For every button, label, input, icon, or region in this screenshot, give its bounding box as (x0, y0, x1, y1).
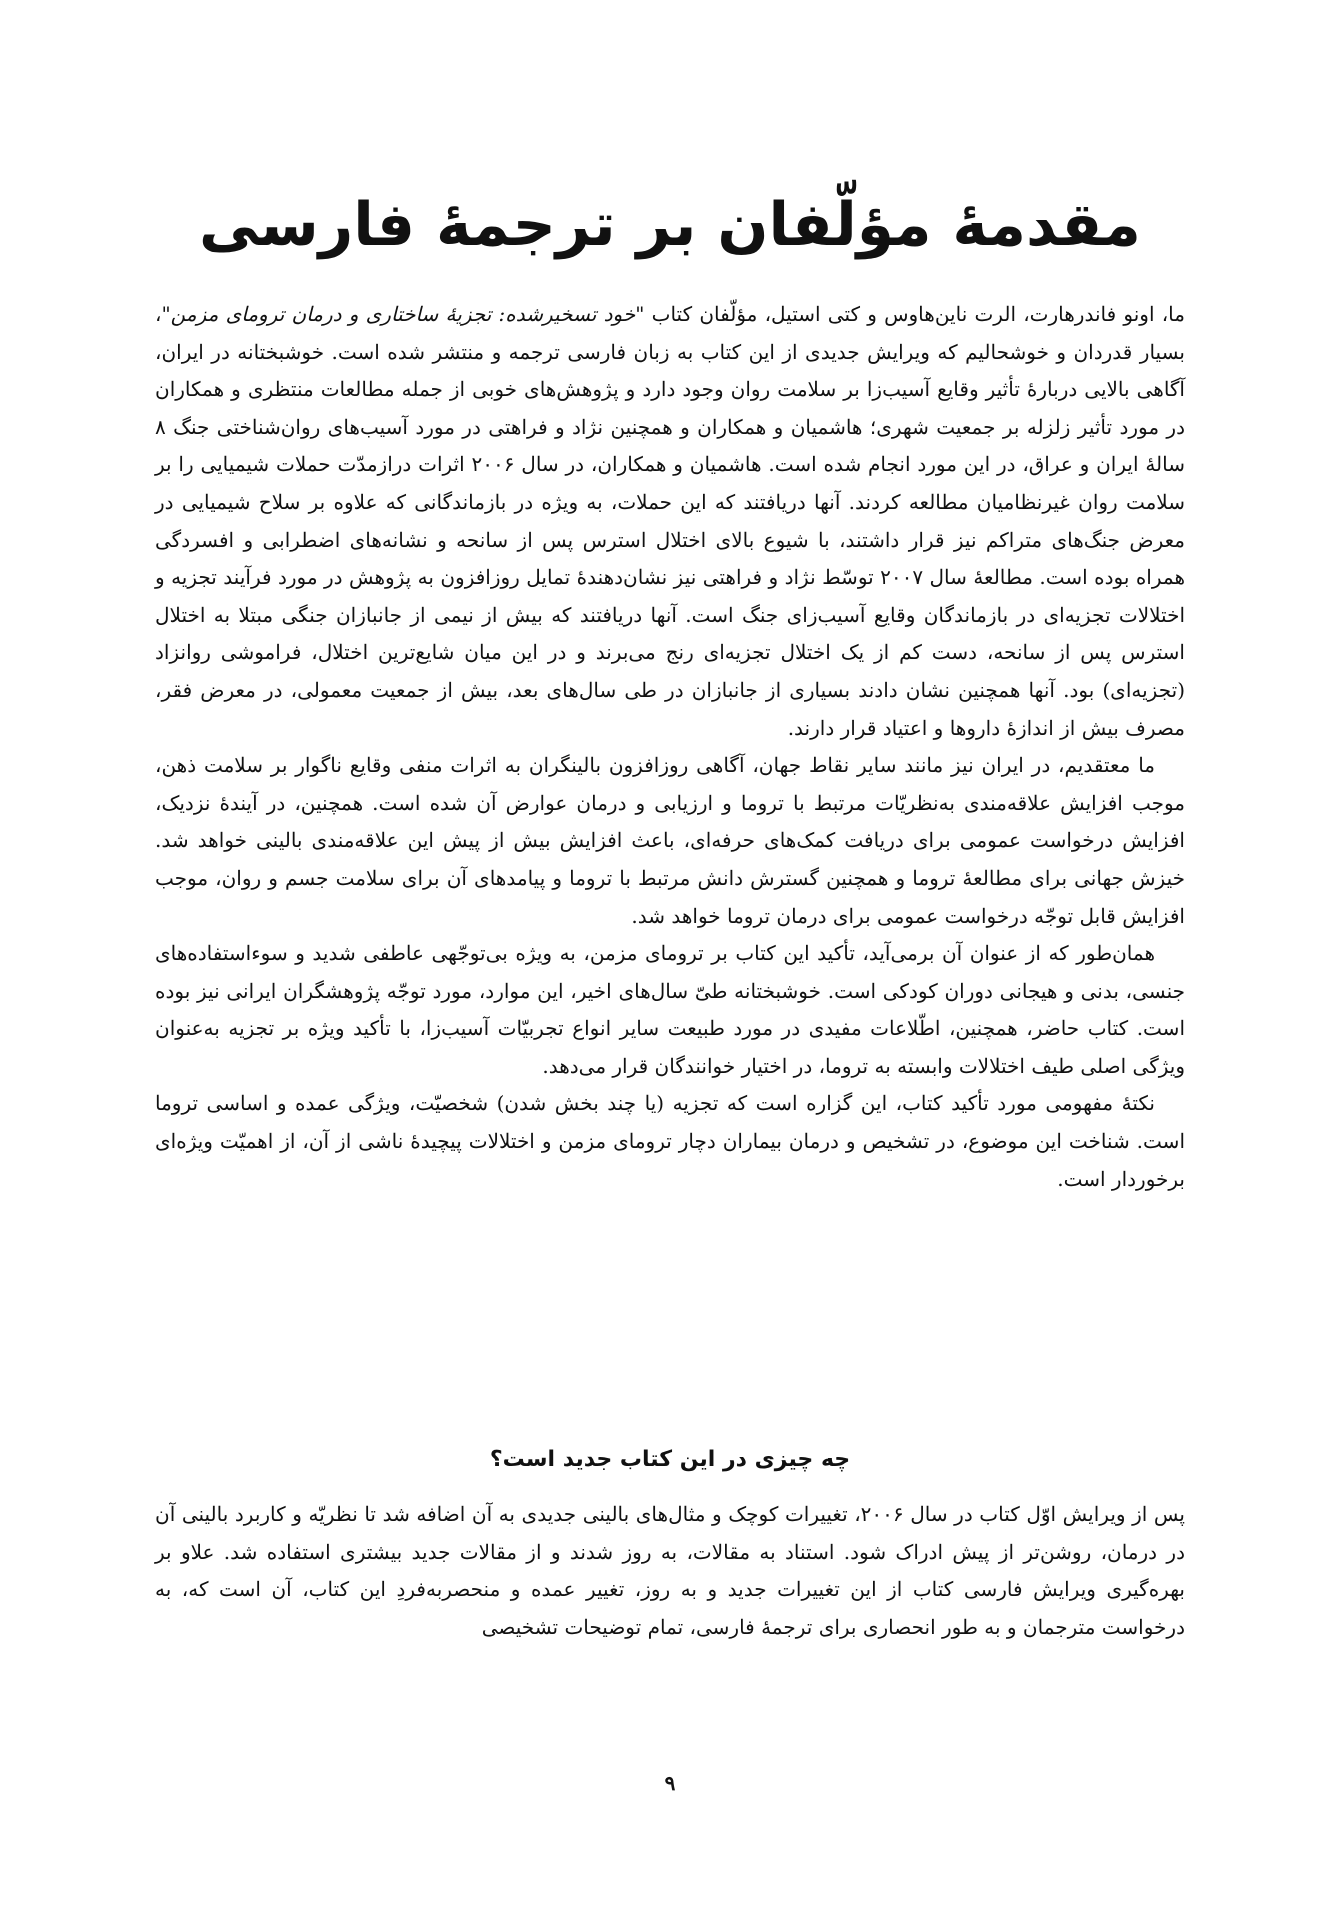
intro-section (155, 296, 1185, 1198)
document-page (155, 0, 1185, 1930)
page-title: مقدمهٔ مؤلّفان بر ترجمهٔ فارسی (199, 190, 1141, 260)
intro-paragraph-3: همان‌طور که از عنوان آن برمی‌آید، تأکید این کتاب بر ترومای مزمن، به ویژه بی‌توجّهی عاطفی شدید و سوءاستفاده‌های جنسی، بدنی و هیجانی دوران کودکی است. خوشبختانه طیّ سال‌های اخیر، این موارد، مورد توجّه پژوهشگران ایرانی نیز بوده است. کتاب حاضر، همچنین، اطّلاعات مفیدی در مورد طبیعت سایر انواع تجربیّات آسیب‌زا، با تأکید ویژه بر تجزیه به‌عنوان ویژگی اصلی طیف اختلالات وابسته به تروما، در اختیار خوانندگان قرار می‌دهد. (155, 941, 1185, 1078)
intro-paragraph-1 (155, 296, 1185, 747)
intro-paragraph-1-start: ما، اونو فاندرهارت، الرت ناین‌هاوس و کتی استیل، مؤلّفان کتاب (644, 302, 1185, 326)
section-body (155, 1496, 1185, 1646)
section-paragraph-1: پس از ویرایش اوّل کتاب در سال ۲۰۰۶، تغییرات کوچک و مثال‌های بالینی جدیدی به آن اضافه شد تا نظریّه و کاربرد بالینی آن در درمان، روشن‌تر از پیش ادراک شود. استناد به مقالات، به روز شدند و از مقالات جدید بیشتری استفاده شد. علاو بر بهره‌گیری ویرایش فارسی کتاب از این تغییرات جدید و به روز، تغییر عمده و منحصربه‌فردِ این کتاب، آن است که، به درخواست مترجمان و به طور انحصاری برای ترجمهٔ فارسی، تمام توضیحات تشخیصی (155, 1502, 1185, 1639)
page-number: ۹ (664, 1771, 676, 1795)
book-title: "خود تسخیرشده: تجزیهٔ ساختاری و درمان ترومای مزمن" (161, 302, 645, 326)
intro-paragraph-4: نکتهٔ مفهومی مورد تأکید کتاب، این گزاره است که تجزیه (یا چند بخش شدن) شخصیّت، ویژگی عمده و اساسی تروما است. شناخت این موضوع، در تشخیص و درمان بیماران دچار ترومای مزمن و اختلالات پیچیدهٔ ناشی از آن، از اهمیّت ویژه‌ای برخوردار است. (155, 1091, 1185, 1191)
intro-paragraph-2: ما معتقدیم، در ایران نیز مانند سایر نقاط جهان، آگاهی روزافزون بالینگران به اثرات منفی وقایع ناگوار بر سلامت ذهن، موجب افزایش علاقه‌مندی به‌نظریّات مرتبط با تروما و ارزیابی و درمان عوارض آن شده است. همچنین، در آیندهٔ نزدیک، افزایش درخواست عمومی برای دریافت کمک‌های حرفه‌ای، باعث افزایش بیش از پیش این علاقه‌مندی بالینی خواهد شد. خیزش جهانی برای مطالعهٔ تروما و همچنین گسترش دانش مرتبط با تروما و پیامدهای آن برای سلامت جسم و روان، موجب افزایش قابل توجّه درخواست عمومی برای درمان تروما خواهد شد. (155, 753, 1185, 928)
intro-paragraph-1-rest: ، بسیار قدردان و خوشحالیم که ویرایش جدیدی از این کتاب به زبان فارسی ترجمه و منتشر شده است. خوشبختانه در ایران، آگاهی بالایی دربارهٔ تأثیر وقایع آسیب‌زا بر سلامت روان وجود دارد و پژوهش‌های خوبی از جمله مطالعات منتظری و همکاران در مورد تأثیر زلزله بر جمعیت شهری؛ هاشمیان و همکاران و همچنین نژاد و فراهتی در مورد آسیب‌های روان‌شناختی جنگ ۸ سالهٔ ایران و عراق، در این مورد انجام شده است. هاشمیان و همکاران، در سال ۲۰۰۶ اثرات درازمدّت حملات شیمیایی را بر سلامت روان غیرنظامیان مطالعه کردند. آنها دریافتند که این حملات، به ویژه در بازماندگانی که علاوه بر سلاح شیمیایی در معرض جنگ‌های متراکم نیز قرار داشتند، با شیوع بالای اختلال استرس پس از سانحه و نشانه‌های اضطرابی و افسردگی همراه بوده است. مطالعهٔ سال ۲۰۰۷ توسّط نژاد و فراهتی نیز نشان‌دهندهٔ تمایل روزافزون به پژوهش در مورد فرآیند تجزیه و اختلالات تجزیه‌ای در بازماندگان وقایع آسیب‌زای جنگ است. آنها دریافتند که بیش از نیمی از جانبازان جنگی مبتلا به اختلال استرس پس از سانحه، دست کم از یک اختلال تجزیه‌ای رنج می‌برند و در این میان شایع‌ترین اختلال، فراموشی روانزاد (تجزیه‌ای) بود. آنها همچنین نشان دادند بسیاری از جانبازان در طی سال‌های بعد، بیش از جمعیت معمولی، در معرض فقر، مصرف بیش از اندازهٔ داروها و اعتیاد قرار دارند. (155, 302, 1186, 740)
section-heading: چه چیزی در این کتاب جدید است؟ (489, 1447, 851, 1472)
